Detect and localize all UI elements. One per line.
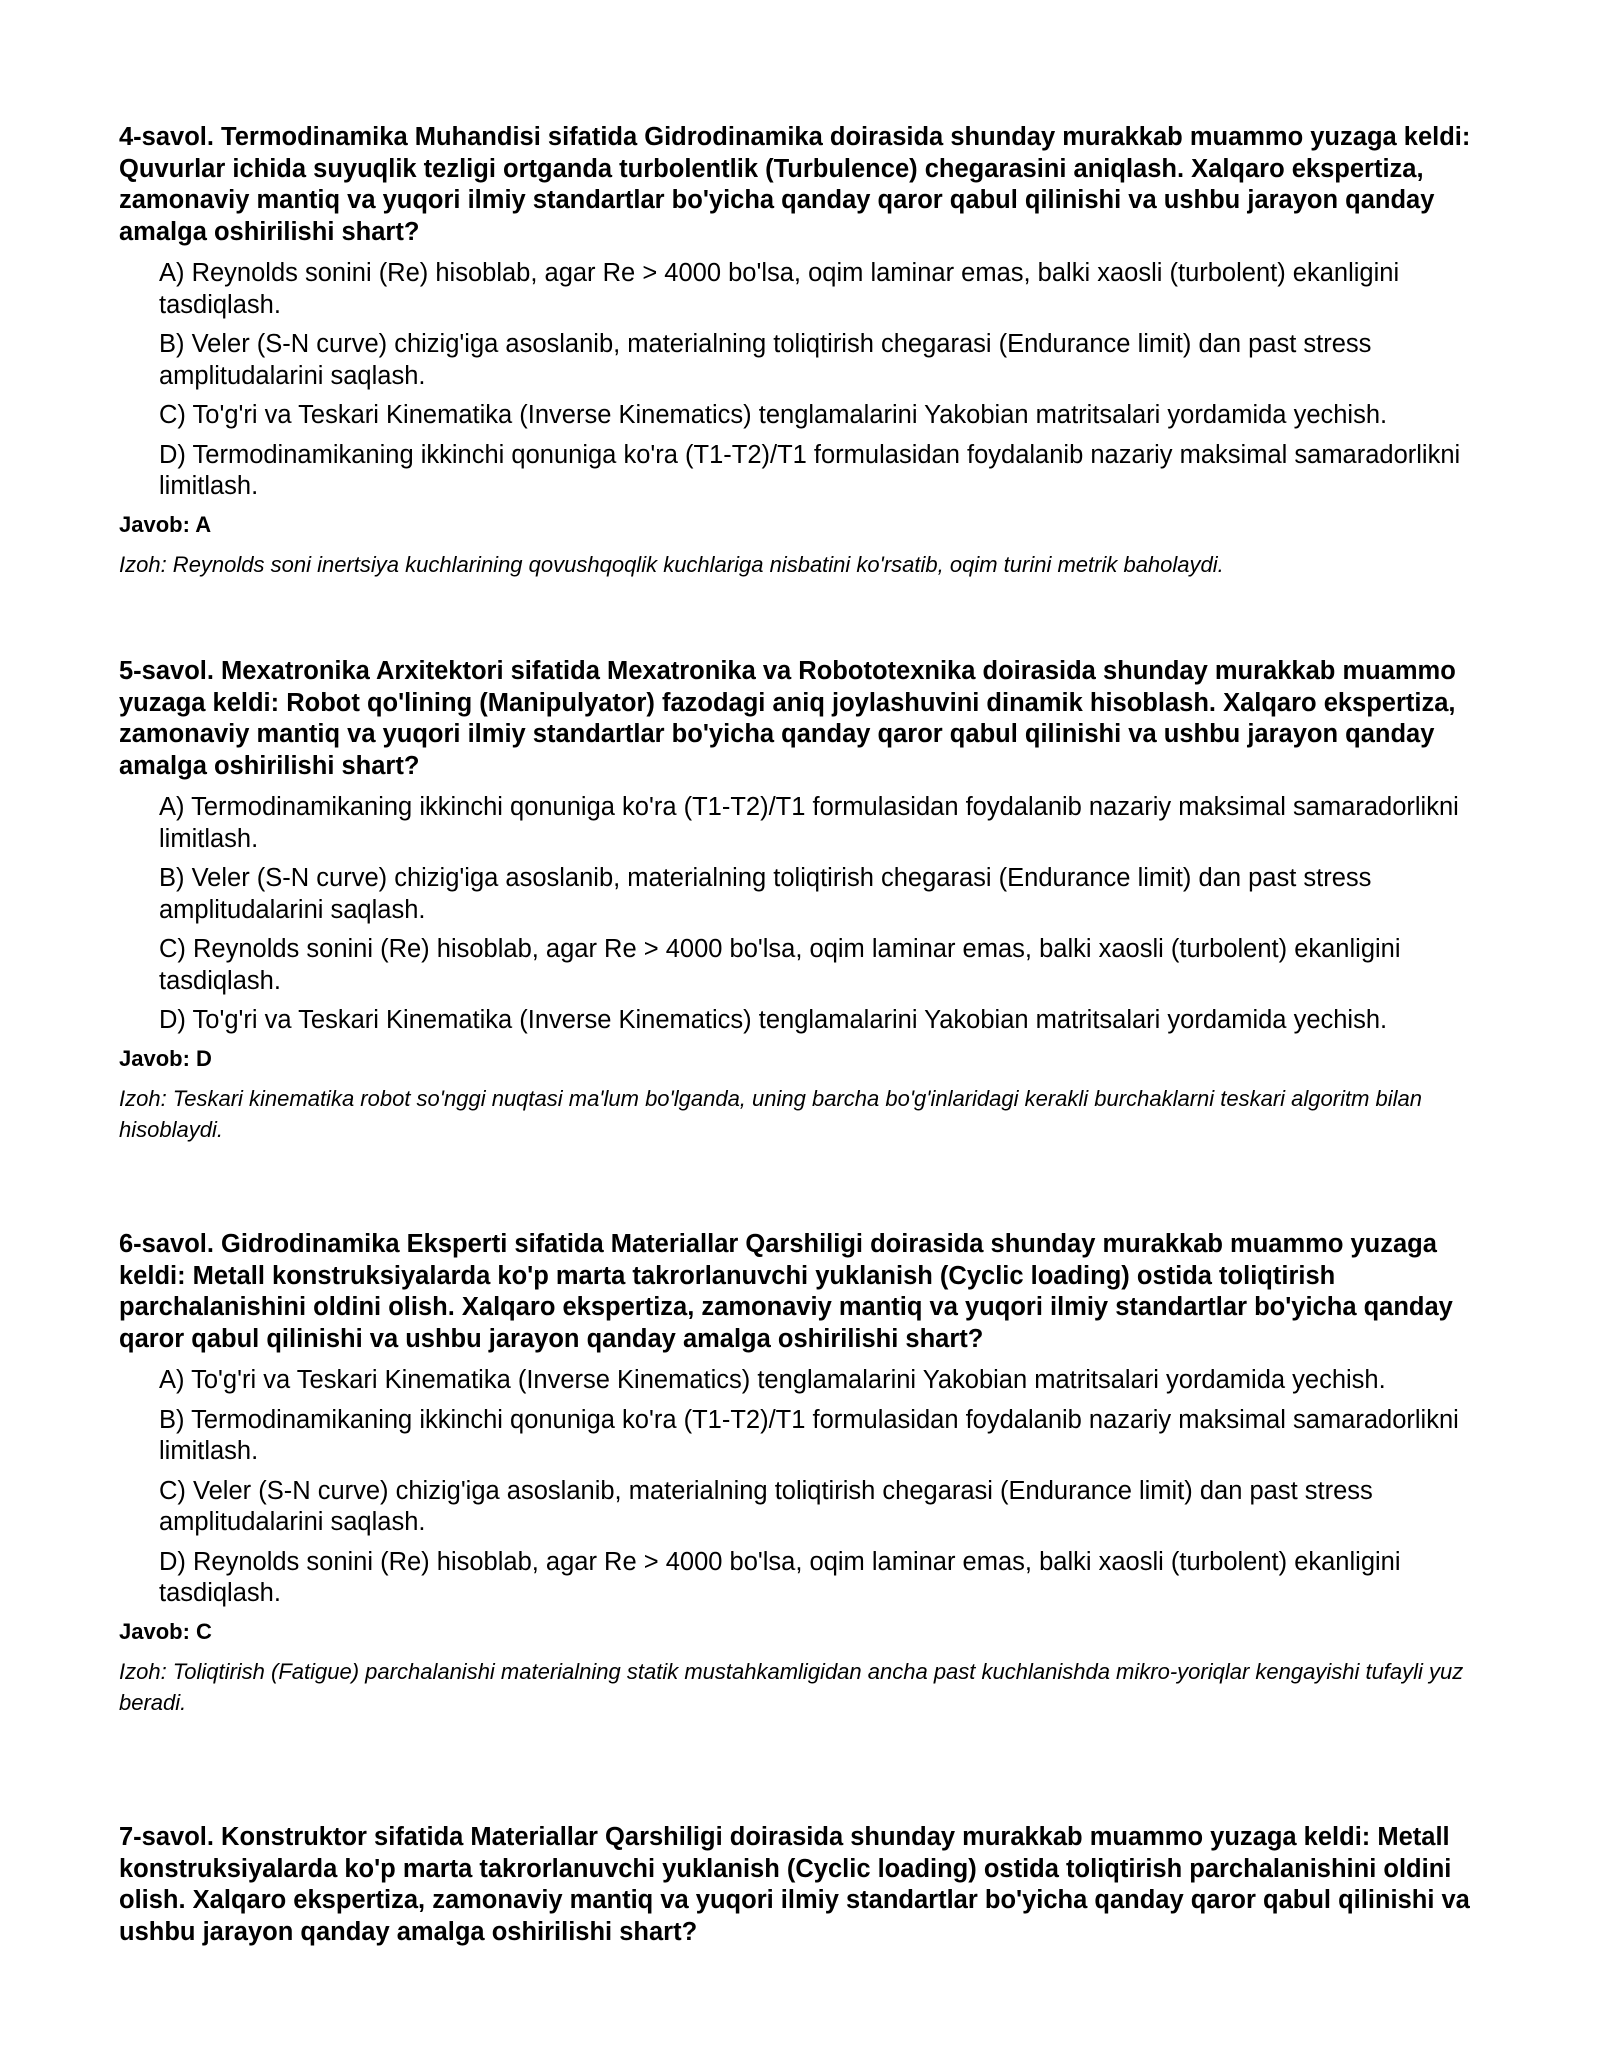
options-list: [119, 1365, 1484, 1610]
question-text: 4-savol. Termodinamika Muhandisi sifatida Gidrodinamika doirasida shunday murakkab muammo yuzaga keldi: Quvurlar ichida suyuqlik tezligi ortganda turbolentlik (Turbulence) chegarasini aniqlash. Xalqaro ekspertiza, zamonaviy mantiq va yuqori ilmiy standartlar bo'yicha qanday qaror qabul qilinishi va ushbu jarayon qanday amalga oshirilishi shart?: [119, 123, 1471, 246]
option-c: C) Veler (S-N curve) chizig'iga asoslanib, materialning toliqtirish chegarasi (Endurance limit) dan past stress amplitudalarini saqlash.: [159, 1476, 1373, 1536]
options-list: [119, 258, 1484, 503]
option-c: C) To'g'ri va Teskari Kinematika (Inverse Kinematics) tenglamalarini Yakobian matritsalari yordamida yechish.: [159, 401, 1388, 429]
answer-label: Javob: A: [119, 511, 212, 537]
option-a: A) Termodinamikaning ikkinchi qonuniga ko'ra (T1-T2)/T1 formulasidan foydalanib nazariy maksimal samaradorlikni limitlash.: [159, 793, 1459, 853]
option-a: A) To'g'ri va Teskari Kinematika (Inverse Kinematics) tenglamalarini Yakobian matritsalari yordamida yechish.: [159, 1366, 1386, 1394]
question-block-6: [119, 1229, 1484, 1718]
explanation-text: Izoh: Toliqtirish (Fatigue) parchalanishi materialning statik mustahkamligidan ancha past kuchlanishda mikro-yoriqlar kengayishi tufayli yuz beradi.: [119, 1658, 1464, 1715]
options-list: [119, 792, 1484, 1037]
option-b: B) Veler (S-N curve) chizig'iga asoslanib, materialning toliqtirish chegarasi (Endurance limit) dan past stress amplitudalarini saqlash.: [159, 330, 1372, 390]
question-block-4: [119, 122, 1484, 580]
question-text: 5-savol. Mexatronika Arxitektori sifatida Mexatronika va Robototexnika doirasida shunday murakkab muammo yuzaga keldi: Robot qo'lining (Manipulyator) fazodagi aniq joylashuvini dinamik hisoblash. Xalqaro ekspertiza, zamonaviy mantiq va yuqori ilmiy standartlar bo'yicha qanday qaror qabul qilinishi va ushbu jarayon qanday amalga oshirilishi shart?: [119, 657, 1456, 780]
option-c: C) Reynolds sonini (Re) hisoblab, agar Re > 4000 bo'lsa, oqim laminar emas, balki xaosli (turbolent) ekanligini tasdiqlash.: [159, 935, 1401, 995]
option-d: D) To'g'ri va Teskari Kinematika (Inverse Kinematics) tenglamalarini Yakobian matritsalari yordamida yechish.: [159, 1006, 1388, 1034]
question-block-7: [119, 1822, 1484, 1958]
question-text: 7-savol. Konstruktor sifatida Materiallar Qarshiligi doirasida shunday murakkab muammo yuzaga keldi: Metall konstruksiyalarda ko'p marta takrorlanuvchi yuklanish (Cyclic loading) ostida toliqtirish parchalanishini oldini olish. Xalqaro ekspertiza, zamonaviy mantiq va yuqori ilmiy standartlar bo'yicha qanday qaror qabul qilinishi va ushbu jarayon qanday amalga oshirilishi shart?: [119, 1823, 1470, 1946]
explanation-text: Izoh: Reynolds soni inertsiya kuchlarining qovushqoqlik kuchlariga nisbatini ko'rsatib, oqim turini metrik baholaydi.: [119, 551, 1224, 577]
question-text: 6-savol. Gidrodinamika Eksperti sifatida Materiallar Qarshiligi doirasida shunday murakkab muammo yuzaga keldi: Metall konstruksiyalarda ko'p marta takrorlanuvchi yuklanish (Cyclic loading) ostida toliqtirish parchalanishini oldini olish. Xalqaro ekspertiza, zamonaviy mantiq va yuqori ilmiy standartlar bo'yicha qanday qaror qabul qilinishi va ushbu jarayon qanday amalga oshirilishi shart?: [119, 1230, 1453, 1353]
option-d: D) Termodinamikaning ikkinchi qonuniga ko'ra (T1-T2)/T1 formulasidan foydalanib nazariy maksimal samaradorlikni limitlash.: [159, 440, 1461, 500]
question-block-5: [119, 656, 1484, 1145]
answer-label: Javob: C: [119, 1618, 212, 1644]
option-d: D) Reynolds sonini (Re) hisoblab, agar Re > 4000 bo'lsa, oqim laminar emas, balki xaosli (turbolent) ekanligini tasdiqlash.: [159, 1547, 1401, 1607]
explanation-text: Izoh: Teskari kinematika robot so'nggi nuqtasi ma'lum bo'lganda, uning barcha bo'g'inlaridagi kerakli burchaklarni teskari algoritm bilan hisoblaydi.: [119, 1085, 1423, 1142]
option-a: A) Reynolds sonini (Re) hisoblab, agar Re > 4000 bo'lsa, oqim laminar emas, balki xaosli (turbolent) ekanligini tasdiqlash.: [159, 259, 1400, 319]
option-b: B) Veler (S-N curve) chizig'iga asoslanib, materialning toliqtirish chegarasi (Endurance limit) dan past stress amplitudalarini saqlash.: [159, 864, 1372, 924]
option-b: B) Termodinamikaning ikkinchi qonuniga ko'ra (T1-T2)/T1 formulasidan foydalanib nazariy maksimal samaradorlikni limitlash.: [159, 1405, 1459, 1465]
answer-label: Javob: D: [119, 1045, 212, 1071]
